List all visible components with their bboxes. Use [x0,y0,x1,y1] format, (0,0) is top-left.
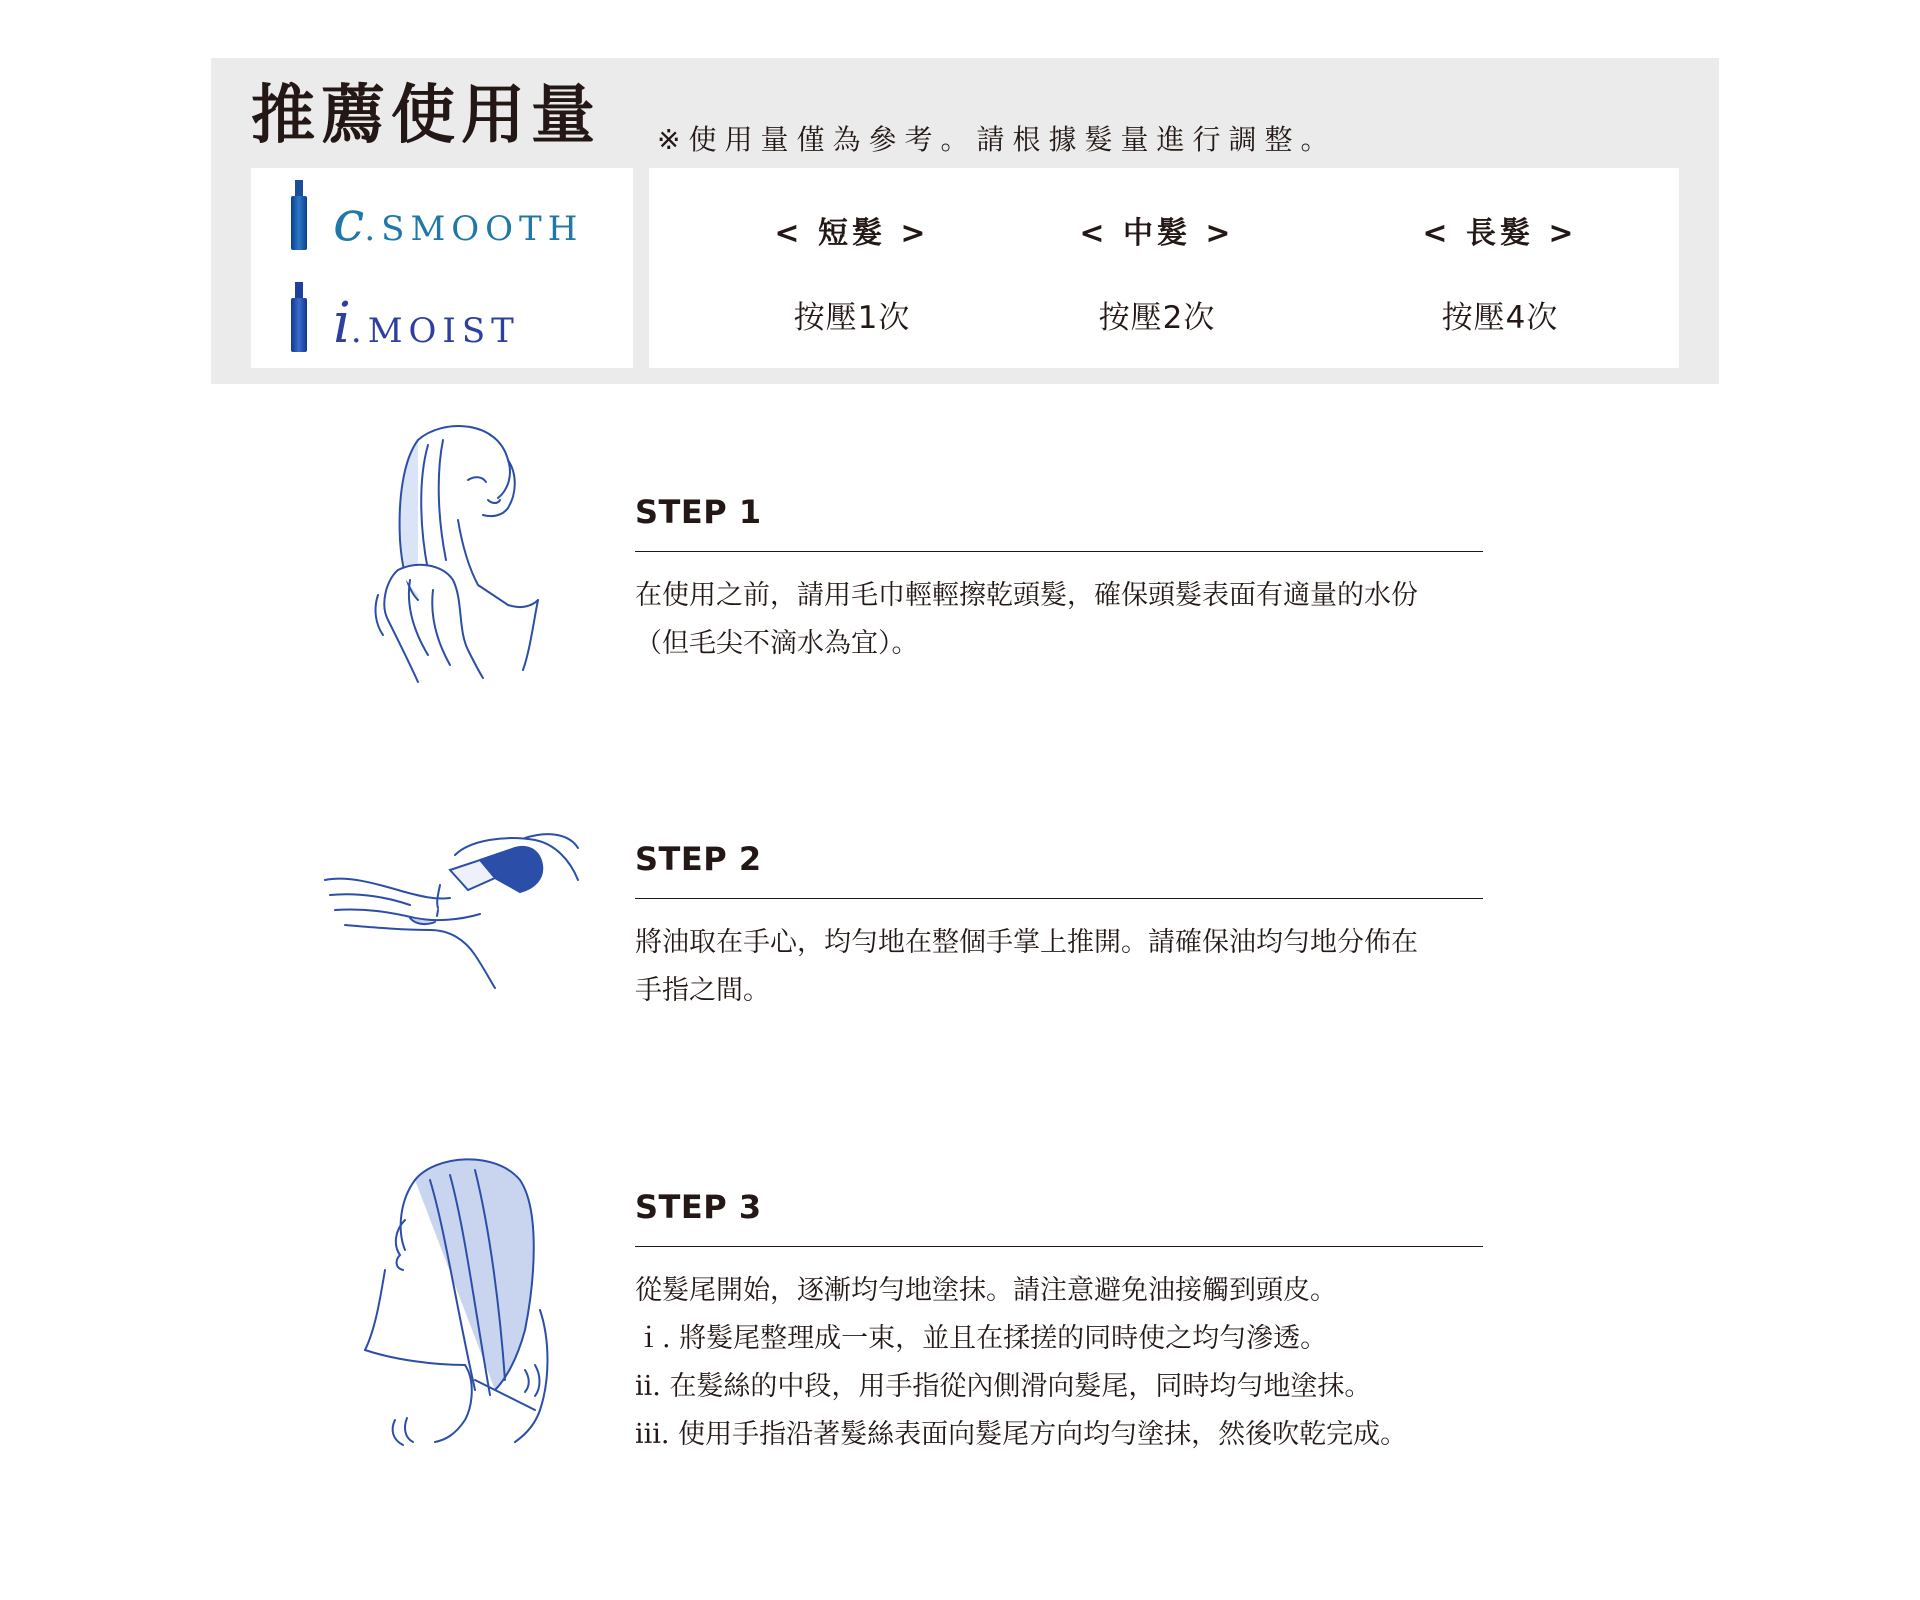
column-value: 按壓2次 [1098,300,1216,336]
usage-panel [211,58,1719,384]
step-3 [635,1188,1483,1459]
oil-dispensing-illustration [320,830,580,990]
usage-title: 推薦使用量 [251,78,601,153]
step-line: 從髮尾開始，逐漸均勻地塗抹。請注意避免油接觸到頭皮。 [635,1275,1337,1306]
column-header: < 短髮 > [774,216,930,251]
product-rest: .SMOOTH [364,209,584,249]
step-text [635,1267,1483,1459]
step-line: 在使用之前，請用毛巾輕輕擦乾頭髮，確保頭髮表面有適量的水份 [635,580,1418,611]
step-line: 手指之間。 [635,975,770,1006]
step-1 [635,493,1483,668]
amount-column-medium [1007,208,1307,337]
step-2 [635,840,1483,1015]
product-name-moist [333,291,520,356]
step-title: STEP 2 [635,840,1483,899]
step-line: （但毛尖不滴水為宜）。 [635,628,919,659]
bottle-icon [289,282,309,352]
step-text [635,572,1483,668]
amount-box [649,168,1679,368]
step-line: ⅱ. 在髮絲的中段，用手指從內側滑向髮尾，同時均勻地塗抹。 [635,1371,1372,1402]
product-rest: .MOIST [350,311,520,351]
product-box [251,168,633,368]
step-title: STEP 3 [635,1188,1483,1247]
product-letter: c [333,189,365,254]
column-value: 按壓4次 [1441,300,1559,336]
bottle-icon [289,180,309,250]
column-value: 按壓1次 [793,300,911,336]
step-title: STEP 1 [635,493,1483,552]
usage-note: ※使用量僅為參考。請根據髮量進行調整。 [657,123,1337,156]
column-header: < 長髮 > [1422,216,1578,251]
product-letter: i [333,291,351,356]
amount-column-long [1350,208,1650,337]
product-smooth [289,180,584,254]
step-line: 將油取在手心，均勻地在整個手掌上推開。請確保油均勻地分佈在 [635,927,1418,958]
step-line: ⅲ. 使用手指沿著髮絲表面向髮尾方向均勻塗抹，然後吹乾完成。 [635,1419,1408,1450]
step-line: ｉ. 將髮尾整理成一束，並且在揉搓的同時使之均勻滲透。 [635,1323,1328,1354]
towel-drying-illustration [358,420,558,685]
product-moist [289,282,520,356]
column-header: < 中髮 > [1079,216,1235,251]
step-text [635,919,1483,1015]
amount-column-short [702,208,1002,337]
hair-applying-illustration [355,1150,555,1450]
product-name-smooth [333,189,584,254]
